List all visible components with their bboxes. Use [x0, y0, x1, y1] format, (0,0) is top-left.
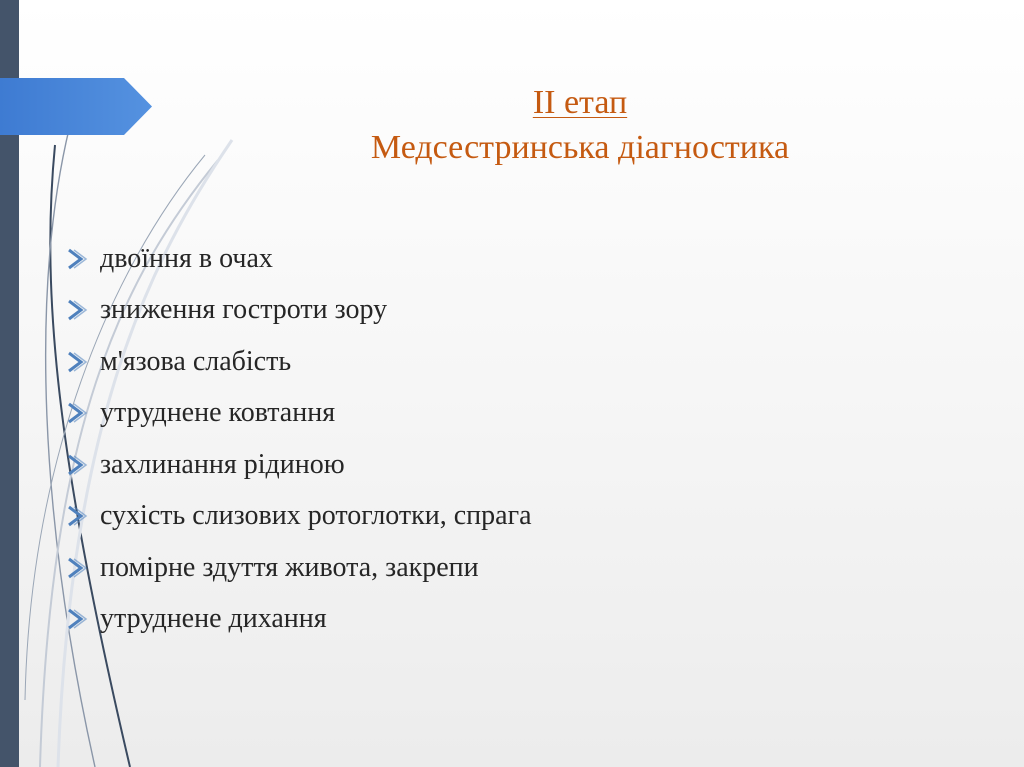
bullet-item	[64, 542, 532, 594]
arrow-chevron-icon	[64, 555, 96, 581]
bullet-item	[64, 336, 532, 388]
bullet-item	[64, 594, 532, 646]
bullet-item	[64, 285, 532, 337]
slide-title	[230, 80, 930, 170]
arrow-tab-icon	[0, 78, 152, 135]
bullet-item	[64, 388, 532, 440]
title-stage: II етап	[532, 84, 628, 121]
bullet-text: помірне здуття живота, закрепи	[100, 551, 479, 583]
bullet-text: утруднене дихання	[100, 603, 327, 635]
bullet-text: захлинання рідиною	[100, 448, 345, 480]
arrow-chevron-icon	[64, 452, 96, 478]
bullet-list	[64, 233, 532, 645]
bullet-text: утруднене ковтання	[100, 397, 336, 429]
bullet-text: зниження гостроти зору	[100, 294, 388, 326]
bullet-text: м'язова слабість	[100, 345, 292, 377]
arrow-chevron-icon	[64, 503, 96, 529]
arrow-chevron-icon	[64, 349, 96, 375]
arrow-chevron-icon	[64, 400, 96, 426]
arrow-chevron-icon	[64, 297, 96, 323]
bullet-text: сухість слизових ротоглотки, спрага	[100, 500, 532, 532]
bullet-item	[64, 233, 532, 285]
bullet-item	[64, 439, 532, 491]
bullet-item	[64, 491, 532, 543]
arrow-chevron-icon	[64, 606, 96, 632]
arrow-chevron-icon	[64, 246, 96, 272]
bullet-text: двоїння в очах	[100, 242, 273, 274]
title-subject: Медсестринська діагностика	[370, 129, 790, 166]
